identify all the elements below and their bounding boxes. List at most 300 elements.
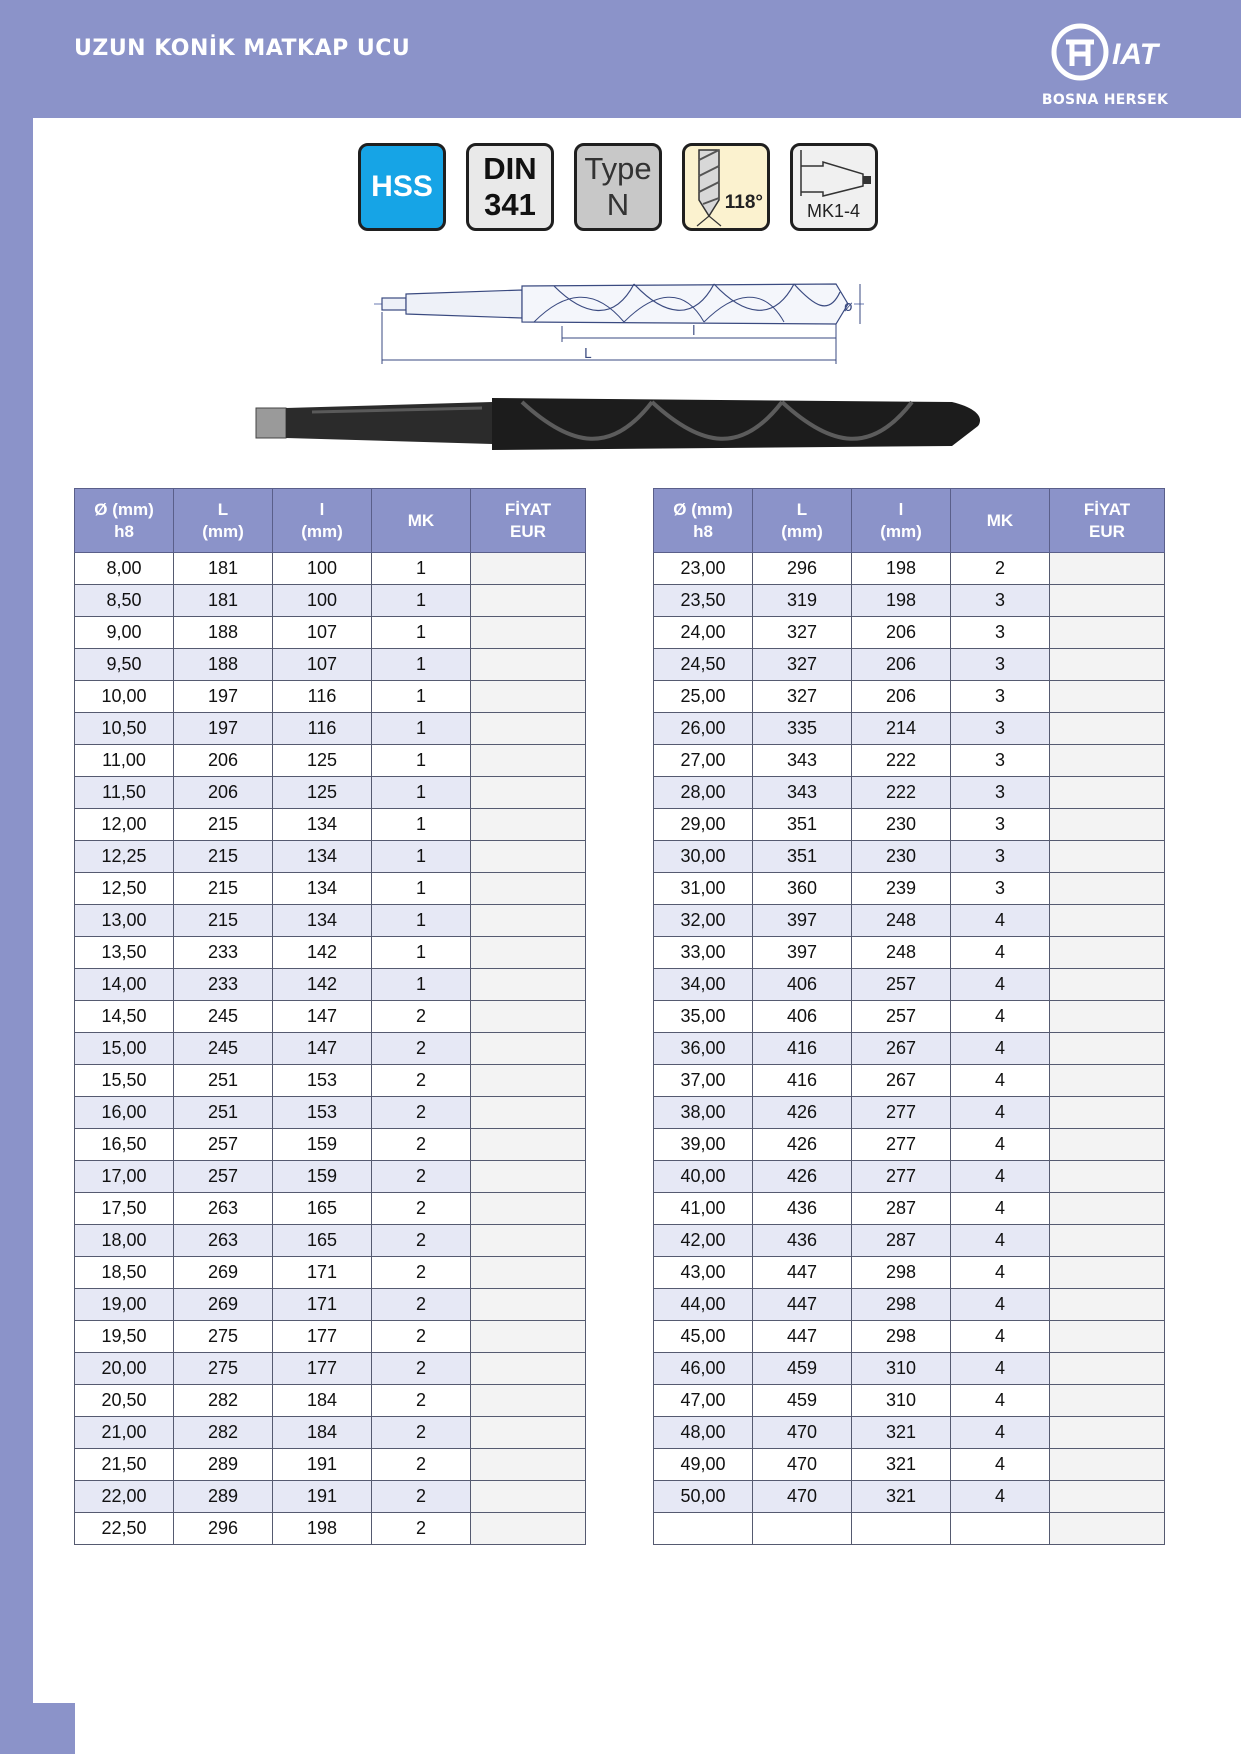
total-length-cell: 257 <box>174 1161 273 1193</box>
price-cell <box>471 1065 586 1097</box>
total-length-cell: 269 <box>174 1257 273 1289</box>
diameter-cell: 12,00 <box>75 809 174 841</box>
table-row <box>654 649 1165 681</box>
brand-logo <box>1044 20 1164 90</box>
diameter-cell: 15,50 <box>75 1065 174 1097</box>
mk-cell: 1 <box>372 553 471 585</box>
table-row <box>654 681 1165 713</box>
diameter-cell: 40,00 <box>654 1161 753 1193</box>
table-row <box>75 1481 586 1513</box>
diameter-cell: 30,00 <box>654 841 753 873</box>
mk-cell: 2 <box>372 1097 471 1129</box>
table-row <box>75 1001 586 1033</box>
price-cell <box>471 1257 586 1289</box>
total-length-cell: 206 <box>174 777 273 809</box>
total-length-cell: 275 <box>174 1321 273 1353</box>
diameter-cell: 15,00 <box>75 1033 174 1065</box>
price-cell <box>471 777 586 809</box>
mk-cell: 2 <box>372 1129 471 1161</box>
total-length-cell: 327 <box>753 681 852 713</box>
diameter-cell: 10,50 <box>75 713 174 745</box>
mk-cell: 4 <box>951 1353 1050 1385</box>
din-label: DIN <box>483 151 537 186</box>
diameter-cell: 20,50 <box>75 1385 174 1417</box>
table-row <box>75 713 586 745</box>
mk-cell: 1 <box>372 713 471 745</box>
point-angle-value: 118° <box>724 192 763 213</box>
diameter-cell: 24,00 <box>654 617 753 649</box>
table-row <box>654 1385 1165 1417</box>
flute-length-cell: 153 <box>273 1065 372 1097</box>
total-length-cell: 197 <box>174 681 273 713</box>
table-header-row <box>75 489 586 553</box>
diameter-cell: 12,50 <box>75 873 174 905</box>
price-cell <box>1050 745 1165 777</box>
mk-cell: 1 <box>372 681 471 713</box>
mk-cell: 3 <box>951 649 1050 681</box>
mk-cell: 4 <box>951 969 1050 1001</box>
left-accent-strip <box>0 0 33 1754</box>
flute-length-label: l <box>692 324 696 339</box>
flute-length-cell: 125 <box>273 777 372 809</box>
mk-cell: 4 <box>951 1065 1050 1097</box>
total-length-cell: 251 <box>174 1097 273 1129</box>
total-length-cell: 406 <box>753 969 852 1001</box>
total-length-cell: 327 <box>753 649 852 681</box>
total-length-cell: 416 <box>753 1065 852 1097</box>
table-row <box>75 1513 586 1545</box>
drill-point-icon <box>685 146 767 228</box>
mk-cell: 2 <box>372 1193 471 1225</box>
mk-cell: 3 <box>951 777 1050 809</box>
table-row <box>654 905 1165 937</box>
diameter-cell: 11,00 <box>75 745 174 777</box>
flute-length-cell: 257 <box>852 969 951 1001</box>
price-cell <box>471 1513 586 1545</box>
price-cell <box>471 1449 586 1481</box>
diameter-cell: 8,50 <box>75 585 174 617</box>
price-cell <box>1050 1321 1165 1353</box>
table-row <box>75 873 586 905</box>
total-length-cell <box>753 1513 852 1545</box>
diameter-cell: 43,00 <box>654 1257 753 1289</box>
flute-length-cell: 287 <box>852 1193 951 1225</box>
total-length-cell: 269 <box>174 1289 273 1321</box>
table-row <box>75 777 586 809</box>
mk-cell: 4 <box>951 1001 1050 1033</box>
total-length-cell: 188 <box>174 649 273 681</box>
total-length-cell: 275 <box>174 1353 273 1385</box>
price-cell <box>1050 1161 1165 1193</box>
price-cell <box>471 1289 586 1321</box>
flute-length-cell: 159 <box>273 1129 372 1161</box>
flute-length-cell: 198 <box>852 585 951 617</box>
total-length-cell: 319 <box>753 585 852 617</box>
price-cell <box>1050 969 1165 1001</box>
diameter-cell: 21,50 <box>75 1449 174 1481</box>
total-length-cell: 251 <box>174 1065 273 1097</box>
mk-cell: 3 <box>951 585 1050 617</box>
table-row <box>654 777 1165 809</box>
price-cell <box>471 937 586 969</box>
col-flute-length-header: l (mm) <box>852 489 951 553</box>
mk-cell <box>951 1513 1050 1545</box>
mk-cell: 4 <box>951 1417 1050 1449</box>
point-angle-badge <box>682 143 770 231</box>
flute-length-cell: 125 <box>273 745 372 777</box>
total-length-cell: 447 <box>753 1321 852 1353</box>
diameter-cell: 11,50 <box>75 777 174 809</box>
total-length-cell: 426 <box>753 1161 852 1193</box>
spec-table-right <box>653 488 1165 1545</box>
total-length-cell: 245 <box>174 1001 273 1033</box>
table-row <box>75 553 586 585</box>
price-cell <box>1050 1289 1165 1321</box>
mk-cell: 3 <box>951 617 1050 649</box>
total-length-cell: 470 <box>753 1481 852 1513</box>
table-row <box>654 553 1165 585</box>
flute-length-cell: 116 <box>273 681 372 713</box>
total-length-cell: 426 <box>753 1129 852 1161</box>
table-row <box>75 1033 586 1065</box>
table-row <box>75 745 586 777</box>
flute-length-cell: 257 <box>852 1001 951 1033</box>
total-length-cell: 447 <box>753 1257 852 1289</box>
diameter-cell: 39,00 <box>654 1129 753 1161</box>
mk-cell: 1 <box>372 777 471 809</box>
total-length-cell: 416 <box>753 1033 852 1065</box>
table-row <box>654 1129 1165 1161</box>
flute-length-cell: 191 <box>273 1481 372 1513</box>
din-number: 341 <box>484 187 536 222</box>
total-length-cell: 296 <box>753 553 852 585</box>
table-row <box>654 937 1165 969</box>
price-cell <box>471 1225 586 1257</box>
flute-length-cell: 248 <box>852 905 951 937</box>
price-cell <box>471 1417 586 1449</box>
table-row <box>654 1225 1165 1257</box>
flute-length-cell: 116 <box>273 713 372 745</box>
flute-length-cell: 147 <box>273 1033 372 1065</box>
flute-length-cell: 230 <box>852 841 951 873</box>
diameter-cell: 35,00 <box>654 1001 753 1033</box>
price-cell <box>1050 873 1165 905</box>
flute-length-cell: 248 <box>852 937 951 969</box>
price-cell <box>471 1321 586 1353</box>
table-row <box>654 841 1165 873</box>
table-row <box>654 617 1165 649</box>
flute-length-cell: 298 <box>852 1321 951 1353</box>
table-row <box>654 1321 1165 1353</box>
mk-cell: 4 <box>951 1225 1050 1257</box>
diameter-cell: 8,00 <box>75 553 174 585</box>
type-label: Type <box>584 151 652 186</box>
total-length-cell: 397 <box>753 937 852 969</box>
price-cell <box>1050 1193 1165 1225</box>
mk-cell: 4 <box>951 1161 1050 1193</box>
total-length-cell: 406 <box>753 1001 852 1033</box>
shank-badge <box>790 143 878 231</box>
diameter-cell: 27,00 <box>654 745 753 777</box>
table-row <box>654 585 1165 617</box>
price-cell <box>1050 937 1165 969</box>
price-cell <box>471 585 586 617</box>
page-title: UZUN KONİK MATKAP UCU <box>74 36 411 61</box>
total-length-cell: 289 <box>174 1449 273 1481</box>
flute-length-cell: 198 <box>852 553 951 585</box>
total-length-cell: 397 <box>753 905 852 937</box>
mk-cell: 2 <box>951 553 1050 585</box>
price-cell <box>1050 841 1165 873</box>
diameter-cell: 14,50 <box>75 1001 174 1033</box>
table-row <box>75 1385 586 1417</box>
total-length-cell: 351 <box>753 841 852 873</box>
flute-length-cell: 310 <box>852 1385 951 1417</box>
mk-cell: 1 <box>372 841 471 873</box>
mk-cell: 2 <box>372 1481 471 1513</box>
table-row <box>75 585 586 617</box>
col-total-length-header: L (mm) <box>753 489 852 553</box>
diameter-cell: 47,00 <box>654 1385 753 1417</box>
total-length-cell: 426 <box>753 1097 852 1129</box>
table-row <box>75 1417 586 1449</box>
flute-length-cell: 277 <box>852 1161 951 1193</box>
table-row <box>654 969 1165 1001</box>
mk-cell: 1 <box>372 937 471 969</box>
total-length-cell: 215 <box>174 809 273 841</box>
mk-cell: 4 <box>951 1481 1050 1513</box>
table-row <box>654 873 1165 905</box>
flute-length-cell: 134 <box>273 873 372 905</box>
flute-length-cell: 222 <box>852 745 951 777</box>
table-row <box>654 1449 1165 1481</box>
flute-length-cell: 287 <box>852 1225 951 1257</box>
diameter-cell: 22,00 <box>75 1481 174 1513</box>
table-row <box>654 1417 1165 1449</box>
flute-length-cell: 134 <box>273 809 372 841</box>
flute-length-cell: 321 <box>852 1481 951 1513</box>
diameter-cell: 37,00 <box>654 1065 753 1097</box>
mk-cell: 2 <box>372 1289 471 1321</box>
table-row <box>654 809 1165 841</box>
diameter-cell: 10,00 <box>75 681 174 713</box>
price-cell <box>1050 777 1165 809</box>
price-cell <box>1050 649 1165 681</box>
price-cell <box>1050 553 1165 585</box>
total-length-cell: 289 <box>174 1481 273 1513</box>
total-length-cell: 197 <box>174 713 273 745</box>
diameter-cell: 23,00 <box>654 553 753 585</box>
total-length-cell: 470 <box>753 1417 852 1449</box>
table-row <box>654 1161 1165 1193</box>
table-row <box>75 681 586 713</box>
table-row <box>654 745 1165 777</box>
diameter-cell: 38,00 <box>654 1097 753 1129</box>
table-row <box>654 1033 1165 1065</box>
price-cell <box>1050 1225 1165 1257</box>
mk-cell: 4 <box>951 1385 1050 1417</box>
price-cell <box>471 1161 586 1193</box>
mk-cell: 4 <box>951 937 1050 969</box>
flute-length-cell <box>852 1513 951 1545</box>
total-length-cell: 296 <box>174 1513 273 1545</box>
mk-cell: 3 <box>951 713 1050 745</box>
flute-length-cell: 142 <box>273 937 372 969</box>
diameter-cell: 19,00 <box>75 1289 174 1321</box>
flute-length-cell: 107 <box>273 649 372 681</box>
mk-cell: 4 <box>951 1097 1050 1129</box>
price-cell <box>471 553 586 585</box>
total-length-cell: 447 <box>753 1289 852 1321</box>
flute-length-cell: 267 <box>852 1065 951 1097</box>
mk-cell: 2 <box>372 1385 471 1417</box>
mk-cell: 1 <box>372 649 471 681</box>
flute-length-cell: 191 <box>273 1449 372 1481</box>
mk-cell: 1 <box>372 873 471 905</box>
mk-cell: 2 <box>372 1353 471 1385</box>
price-cell <box>471 681 586 713</box>
mk-cell: 2 <box>372 1321 471 1353</box>
total-length-cell: 215 <box>174 905 273 937</box>
flute-length-cell: 214 <box>852 713 951 745</box>
total-length-cell: 188 <box>174 617 273 649</box>
flute-length-cell: 159 <box>273 1161 372 1193</box>
bottom-accent-block <box>0 1703 75 1754</box>
mk-cell: 2 <box>372 1449 471 1481</box>
diameter-cell: 17,00 <box>75 1161 174 1193</box>
diameter-cell: 16,00 <box>75 1097 174 1129</box>
diameter-cell: 44,00 <box>654 1289 753 1321</box>
table-row <box>654 1289 1165 1321</box>
total-length-label: L <box>584 347 592 362</box>
diameter-cell: 18,50 <box>75 1257 174 1289</box>
mk-cell: 1 <box>372 809 471 841</box>
col-mk-header: MK <box>372 489 471 553</box>
mk-cell: 2 <box>372 1513 471 1545</box>
flute-length-cell: 165 <box>273 1225 372 1257</box>
price-cell <box>471 1033 586 1065</box>
flute-length-cell: 222 <box>852 777 951 809</box>
diameter-cell: 19,50 <box>75 1321 174 1353</box>
table-row <box>654 713 1165 745</box>
mk-cell: 3 <box>951 841 1050 873</box>
price-cell <box>471 969 586 1001</box>
flute-length-cell: 165 <box>273 1193 372 1225</box>
price-cell <box>471 1481 586 1513</box>
total-length-cell: 360 <box>753 873 852 905</box>
diameter-cell: 14,00 <box>75 969 174 1001</box>
flute-length-cell: 198 <box>273 1513 372 1545</box>
table-row <box>75 1449 586 1481</box>
flute-length-cell: 184 <box>273 1385 372 1417</box>
mk-cell: 2 <box>372 1417 471 1449</box>
table-row <box>75 1353 586 1385</box>
price-cell <box>1050 1033 1165 1065</box>
total-length-cell: 282 <box>174 1417 273 1449</box>
table-row <box>654 1193 1165 1225</box>
price-cell <box>1050 1257 1165 1289</box>
flute-length-cell: 321 <box>852 1417 951 1449</box>
price-cell <box>1050 1353 1165 1385</box>
mk-cell: 4 <box>951 1257 1050 1289</box>
total-length-cell: 335 <box>753 713 852 745</box>
diameter-cell: 50,00 <box>654 1481 753 1513</box>
mk-cell: 4 <box>951 1449 1050 1481</box>
flute-length-cell: 230 <box>852 809 951 841</box>
diameter-cell: 41,00 <box>654 1193 753 1225</box>
flute-length-cell: 147 <box>273 1001 372 1033</box>
diameter-cell: 20,00 <box>75 1353 174 1385</box>
price-cell <box>1050 1001 1165 1033</box>
mk-cell: 3 <box>951 809 1050 841</box>
total-length-cell: 263 <box>174 1225 273 1257</box>
hss-badge <box>358 143 446 231</box>
flute-length-cell: 298 <box>852 1257 951 1289</box>
price-cell <box>1050 585 1165 617</box>
flute-length-cell: 153 <box>273 1097 372 1129</box>
total-length-cell: 233 <box>174 937 273 969</box>
diameter-cell: 36,00 <box>654 1033 753 1065</box>
total-length-cell: 215 <box>174 841 273 873</box>
diameter-cell: 18,00 <box>75 1225 174 1257</box>
diameter-cell: 13,50 <box>75 937 174 969</box>
total-length-cell: 470 <box>753 1449 852 1481</box>
shank-label: MK1-4 <box>807 201 861 221</box>
price-cell <box>471 873 586 905</box>
col-price-header: FİYAT EUR <box>471 489 586 553</box>
flute-length-cell: 134 <box>273 841 372 873</box>
price-cell <box>1050 681 1165 713</box>
brand-subtitle: BOSNA HERSEK <box>1041 92 1169 108</box>
din-badge <box>466 143 554 231</box>
price-cell <box>471 649 586 681</box>
table-row <box>75 617 586 649</box>
price-cell <box>1050 1481 1165 1513</box>
diameter-cell: 26,00 <box>654 713 753 745</box>
total-length-cell: 263 <box>174 1193 273 1225</box>
table-row <box>75 1193 586 1225</box>
diameter-cell: 24,50 <box>654 649 753 681</box>
flute-length-cell: 100 <box>273 585 372 617</box>
table-row <box>654 1065 1165 1097</box>
flute-length-cell: 310 <box>852 1353 951 1385</box>
price-cell <box>1050 1513 1165 1545</box>
mk-cell: 4 <box>951 1033 1050 1065</box>
diameter-cell: 49,00 <box>654 1449 753 1481</box>
diameter-cell: 9,50 <box>75 649 174 681</box>
price-cell <box>1050 713 1165 745</box>
diameter-cell: 22,50 <box>75 1513 174 1545</box>
table-row <box>654 1097 1165 1129</box>
total-length-cell: 459 <box>753 1353 852 1385</box>
flute-length-cell: 177 <box>273 1321 372 1353</box>
diameter-cell: 13,00 <box>75 905 174 937</box>
mk-cell: 4 <box>951 1289 1050 1321</box>
table-row <box>654 1353 1165 1385</box>
type-badge <box>574 143 662 231</box>
price-cell <box>1050 1385 1165 1417</box>
total-length-cell: 181 <box>174 585 273 617</box>
flute-length-cell: 177 <box>273 1353 372 1385</box>
flute-length-cell: 142 <box>273 969 372 1001</box>
table-row <box>75 1097 586 1129</box>
total-length-cell: 327 <box>753 617 852 649</box>
total-length-cell: 181 <box>174 553 273 585</box>
table-header-row <box>654 489 1165 553</box>
mk-cell: 3 <box>951 873 1050 905</box>
table-row <box>75 841 586 873</box>
price-cell <box>471 713 586 745</box>
